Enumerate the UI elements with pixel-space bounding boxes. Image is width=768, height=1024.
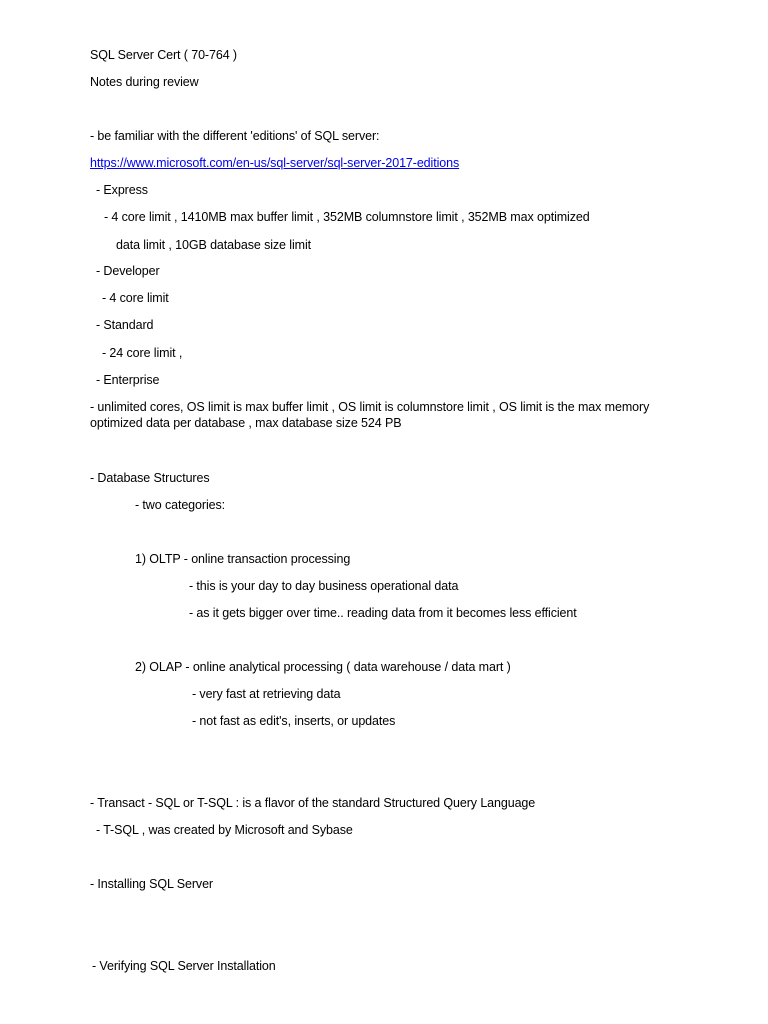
- enterprise-heading: - Enterprise: [96, 373, 160, 387]
- tsql-line-1: - Transact - SQL or T-SQL : is a flavor of the standard Structured Query Language: [90, 796, 536, 810]
- developer-heading: - Developer: [96, 264, 160, 278]
- oltp-heading: 1) OLTP - online transaction processing: [135, 552, 351, 566]
- doc-subtitle: Notes during review: [90, 75, 199, 89]
- structures-categories: - two categories:: [135, 498, 226, 512]
- verifying-heading: - Verifying SQL Server Installation: [92, 959, 276, 973]
- doc-title: SQL Server Cert ( 70-764 ): [90, 48, 237, 62]
- oltp-point-1: - this is your day to day business operational data: [189, 579, 459, 593]
- enterprise-line: - unlimited cores, OS limit is max buffer limit , OS limit is columnstore limit , OS limit is the max memory optimized data per database , max database size 524 PB: [90, 400, 650, 430]
- installing-heading: - Installing SQL Server: [90, 877, 213, 891]
- express-line-1: - 4 core limit , 1410MB max buffer limit , 352MB columnstore limit , 352MB max optimized: [104, 210, 590, 224]
- editions-intro: - be familiar with the different 'editions' of SQL server:: [90, 129, 380, 143]
- oltp-point-2: - as it gets bigger over time.. reading data from it becomes less efficient: [189, 606, 577, 620]
- developer-line: - 4 core limit: [102, 291, 169, 305]
- express-heading: - Express: [96, 183, 148, 197]
- standard-line: - 24 core limit ,: [102, 346, 183, 360]
- structures-heading: - Database Structures: [90, 471, 210, 485]
- express-line-2: data limit , 10GB database size limit: [116, 238, 312, 252]
- olap-point-2: - not fast as edit's, inserts, or updates: [192, 714, 396, 728]
- olap-point-1: - very fast at retrieving data: [192, 687, 341, 701]
- olap-heading: 2) OLAP - online analytical processing ( data warehouse / data mart ): [135, 660, 511, 674]
- standard-heading: - Standard: [96, 318, 154, 332]
- tsql-line-2: - T-SQL , was created by Microsoft and Sybase: [96, 823, 353, 837]
- editions-link[interactable]: https://www.microsoft.com/en-us/sql-server/sql-server-2017-editions: [90, 156, 460, 170]
